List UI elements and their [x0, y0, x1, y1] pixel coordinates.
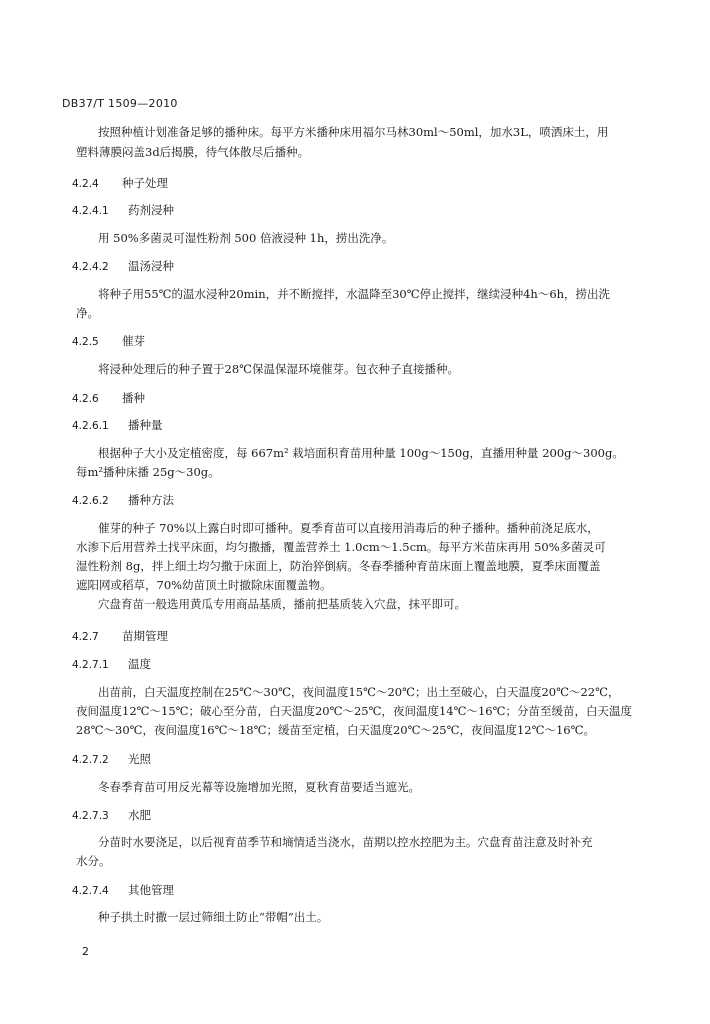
paragraph-line: 水渗下后用营养土找平床面，均匀撒播，覆盖营养土 1.0cm～1.5cm。每平方米苗床再用 50%多菌灵可	[76, 540, 606, 554]
paragraph-line: 根据种子大小及定植密度，每 667m² 栽培面积育苗用种量 100g～150g，直播用种量 200g～300g。	[98, 446, 624, 460]
section-title: 催芽	[122, 334, 145, 348]
page-number: 2	[82, 945, 89, 958]
paragraph-line: 水分。	[76, 854, 111, 868]
paragraph-line: 每m²播种床播 25g～30g。	[76, 465, 220, 479]
section-title: 苗期管理	[122, 629, 168, 643]
section-heading	[72, 752, 151, 767]
section-title: 水肥	[128, 808, 151, 822]
paragraph-line: 分苗时水要浇足，以后视育苗季节和墒情适当浇水，苗期以控水控肥为主。穴盘育苗注意及时补充	[98, 835, 593, 849]
section-number: 4.2.7.2	[72, 754, 109, 766]
section-number: 4.2.6.2	[72, 495, 109, 507]
paragraph-line: 遮阳网或稻草，70%幼苗顶土时撤除床面覆盖物。	[76, 578, 332, 592]
section-heading	[72, 259, 174, 274]
section-title: 播种量	[128, 418, 163, 432]
section-number: 4.2.7	[72, 631, 99, 643]
paragraph-line: 28℃～30℃，夜间温度16℃～18℃；缓苗至定植，白天温度20℃～25℃，夜间温度12℃～16℃。	[76, 723, 595, 737]
section-title: 温度	[128, 657, 151, 671]
standard-code: DB37/T 1509—2010	[62, 97, 178, 110]
paragraph-line: 净。	[76, 306, 99, 320]
section-heading	[72, 203, 174, 218]
paragraph-line: 种子拱土时撒一层过筛细土防止“带帽”出土。	[98, 910, 329, 924]
section-title: 药剂浸种	[128, 203, 174, 217]
section-title: 播种方法	[128, 493, 174, 507]
section-heading	[72, 493, 174, 508]
section-number: 4.2.5	[72, 336, 99, 348]
paragraph-line: 按照种植计划准备足够的播种床。每平方米播种床用福尔马林30ml～50ml，加水3L，喷洒床土，用	[98, 125, 609, 139]
section-heading	[72, 657, 151, 672]
section-heading	[72, 334, 145, 349]
section-number: 4.2.4.1	[72, 205, 109, 217]
section-title: 温汤浸种	[128, 259, 174, 273]
section-title: 播种	[122, 391, 145, 405]
paragraph-line: 催芽的种子 70%以上露白时即可播种。夏季育苗可以直接用消毒后的种子播种。播种前浇足底水，	[98, 521, 599, 535]
paragraph-line: 用 50%多菌灵可湿性粉剂 500 倍液浸种 1h，捞出洗净。	[98, 231, 394, 245]
section-number: 4.2.4.2	[72, 261, 109, 273]
paragraph-line: 将种子用55℃的温水浸种20min，并不断搅拌，水温降至30℃停止搅拌，继续浸种4h～6h，捞出洗	[98, 287, 611, 301]
paragraph-line: 出苗前，白天温度控制在25℃～30℃，夜间温度15℃～20℃；出土至破心，白天温度20℃～22℃，	[98, 685, 620, 699]
paragraph-line: 塑料薄膜闷盖3d后揭膜，待气体散尽后播种。	[76, 145, 310, 159]
section-number: 4.2.7.1	[72, 659, 109, 671]
section-number: 4.2.7.4	[72, 885, 109, 897]
section-heading	[72, 418, 163, 433]
section-number: 4.2.7.3	[72, 810, 109, 822]
section-heading	[72, 629, 168, 644]
paragraph-line: 湿性粉剂 8g，拌上细土均匀撒于床面上，防治猝倒病。冬春季播种育苗床面上覆盖地膜，夏季床面覆盖	[76, 559, 601, 573]
section-title: 光照	[128, 752, 151, 766]
paragraph-line: 冬春季育苗可用反光幕等设施增加光照，夏秋育苗要适当遮光。	[98, 780, 420, 794]
section-heading	[72, 883, 174, 898]
section-number: 4.2.4	[72, 178, 99, 190]
section-title: 种子处理	[122, 176, 168, 190]
paragraph-line: 将浸种处理后的种子置于28℃保温保湿环境催芽。包衣种子直接播种。	[98, 362, 459, 376]
section-number: 4.2.6	[72, 393, 99, 405]
paragraph-line: 夜间温度12℃～15℃；破心至分苗，白天温度20℃～25℃，夜间温度14℃～16℃；分苗至缓苗，白天温度	[76, 704, 632, 718]
section-title: 其他管理	[128, 883, 174, 897]
section-heading	[72, 391, 145, 406]
section-heading	[72, 176, 168, 191]
section-number: 4.2.6.1	[72, 420, 109, 432]
section-heading	[72, 808, 151, 823]
paragraph-line: 穴盘育苗一般选用黄瓜专用商品基质，播前把基质装入穴盘，抹平即可。	[98, 597, 466, 611]
